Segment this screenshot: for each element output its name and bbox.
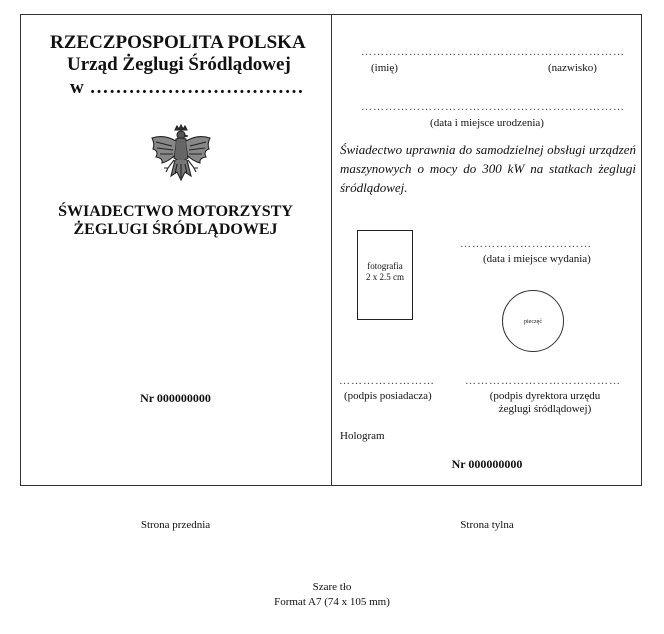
name-dotted-line: ………………………………………………………… [361,46,625,58]
fold-divider [331,14,332,486]
photo-label-line1: fotografia [367,261,403,271]
format-caption: Format A7 (74 x 105 mm) [274,596,390,608]
hologram-label: Hologram [340,430,385,442]
certificate-title [20,203,331,239]
stamp-label: pieczęć [524,319,542,325]
country-name: RZECZPOSPOLITA POLSKA [50,32,306,53]
first-name-label: (imię) [371,62,398,74]
front-side-caption: Strona przednia [140,519,211,531]
back-side-caption: Strona tylna [460,519,514,531]
director-label-line2: żeglugi śródlądowej) [498,403,592,415]
polish-eagle-icon [146,124,216,186]
holder-signature-label: (podpis posiadacza) [344,390,432,402]
surname-label: (nazwisko) [548,62,597,74]
photo-label-line2: 2 x 2.5 cm [366,272,404,282]
issue-dotted-line: …………………………… [460,238,592,250]
photo-placeholder [357,230,413,320]
certificate-title-line2: ŻEGLUGI ŚRÓDLĄDOWEJ [73,221,278,238]
director-label-line1: (podpis dyrektora urzędu [489,390,601,402]
entitlement-statement: Świadectwo uprawnia do samodzielnej obsługi urządzeń maszynowych o mocy do 300 kW na statkach żeglugi śródlądowej. [340,142,636,195]
holder-dotted-line: …………………… [339,375,435,387]
certificate-number-back: Nr 000000000 [451,457,523,471]
certificate-title-line1: ŚWIADECTWO MOTORZYSTY [58,203,293,220]
background-caption: Szare tło [312,581,352,593]
birth-label: (data i miejsce urodzenia) [430,117,544,129]
director-dotted-line: ………………………………… [465,375,621,387]
office-name: Urząd Żeglugi Śródlądowej [67,54,291,75]
birth-dotted-line: ………………………………………………………… [361,101,625,113]
stamp-circle [502,290,564,352]
director-signature-label [470,390,620,416]
issue-label: (data i miejsce wydania) [483,253,591,265]
certificate-number-front: Nr 000000000 [140,391,211,405]
place-line: w …………………………… [70,77,304,98]
